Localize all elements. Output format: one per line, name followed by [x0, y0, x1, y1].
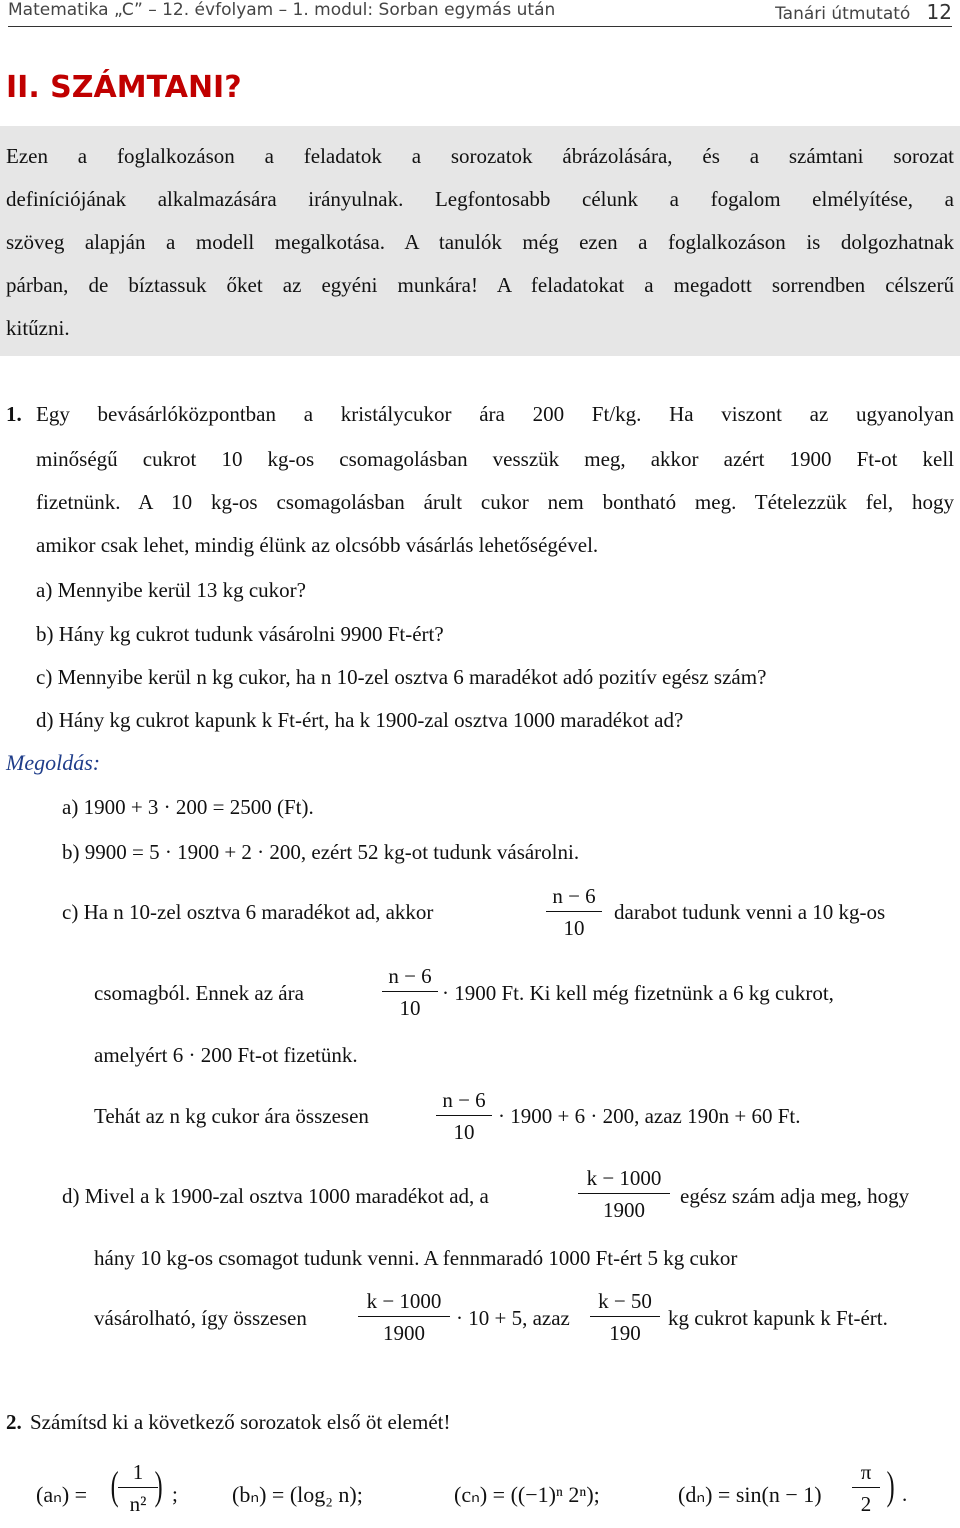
page-header — [8, 0, 952, 27]
fraction-n-minus-6 — [546, 886, 602, 939]
solution-c-line4-end: · 1900 + 6 · 200, azaz 190n + 60 Ft. — [498, 1104, 801, 1128]
section-title: II. SZÁMTANI? — [6, 70, 242, 105]
right-paren-icon: ) — [886, 1463, 895, 1508]
fraction-k-minus-1000 — [578, 1168, 670, 1221]
task1-line: fizetnünk. A 10 kg-os csomagolásban árult cukor nem bontható meg. Tételezzük fel, hogy — [36, 490, 954, 514]
task1-question: a) Mennyibe kerül 13 kg cukor? — [36, 578, 306, 602]
solution-c-line1: c) Ha n 10-zel osztva 6 maradékot ad, akkor — [62, 900, 434, 924]
fraction-1-over-n-squared — [118, 1462, 158, 1515]
task2-text: Számítsd ki a következő sorozatok első öt elemét! — [30, 1410, 451, 1434]
header-title: Matematika „C” – 12. évfolyam – 1. modul: Sorban egymás után — [8, 0, 556, 20]
fraction-denominator: 10 — [563, 916, 585, 940]
fraction-numerator: n − 6 — [436, 1090, 492, 1116]
intro-line: Ezen a foglalkozáson a feladatok a sorozatok ábrázolására, és a számtani sorozat — [6, 144, 954, 168]
fraction-denominator: 2 — [860, 1492, 872, 1516]
fraction-numerator: n − 6 — [382, 966, 438, 992]
left-paren-icon: ( — [110, 1463, 119, 1508]
solution-b: b) 9900 = 5 · 1900 + 2 · 200, ezért 52 kg-ot tudunk vásárolni. — [62, 840, 580, 864]
solution-label: Megoldás: — [6, 750, 101, 775]
fraction-numerator: π — [852, 1462, 880, 1488]
fraction-numerator: k − 50 — [590, 1291, 660, 1317]
sequence-c: (cₙ) = ((−1)ⁿ 2ⁿ); — [454, 1482, 600, 1507]
task1-number: 1. — [6, 402, 22, 426]
fraction-numerator: 1 — [118, 1462, 158, 1488]
sequence-b: (bₙ) = (log₂ n); — [232, 1482, 363, 1507]
fraction-denominator: 1900 — [383, 1321, 425, 1345]
fraction-denominator: 190 — [609, 1321, 641, 1345]
fraction-denominator: 1900 — [603, 1198, 645, 1222]
solution-a: a) 1900 + 3 · 200 = 2500 (Ft). — [62, 795, 314, 819]
intro-box — [0, 126, 960, 356]
solution-c-line3: amelyért 6 · 200 Ft-ot fizetünk. — [94, 1043, 358, 1067]
fraction-k-minus-1000 — [358, 1291, 450, 1344]
solution-d-line1-end: egész szám adja meg, hogy — [680, 1184, 910, 1208]
fraction-numerator: k − 1000 — [578, 1168, 670, 1194]
fraction-k-minus-50 — [590, 1291, 660, 1344]
task1-question: d) Hány kg cukrot kapunk k Ft-ért, ha k 1900-zal osztva 1000 maradékot ad? — [36, 708, 684, 732]
task1-question: c) Mennyibe kerül n kg cukor, ha n 10-zel osztva 6 maradékot adó pozitív egész szám? — [36, 665, 767, 689]
fraction-denominator: n² — [129, 1492, 147, 1516]
right-paren-icon: ) — [154, 1463, 163, 1508]
solution-d-line3-mid: · 10 + 5, azaz — [456, 1306, 570, 1330]
solution-c-line1-end: darabot tudunk venni a 10 kg-os — [614, 900, 886, 924]
page-number: 12 — [926, 0, 952, 24]
fraction-pi-over-2 — [852, 1462, 880, 1515]
fraction-n-minus-6 — [436, 1090, 492, 1143]
solution-d-line2: hány 10 kg-os csomagot tudunk venni. A fennmaradó 1000 Ft-ért 5 kg cukor — [94, 1246, 738, 1270]
fraction-denominator: 10 — [399, 996, 421, 1020]
task1-line: Egy bevásárlóközpontban a kristálycukor ára 200 Ft/kg. Ha viszont az ugyanolyan — [36, 402, 954, 426]
intro-line: definíciójának alkalmazására irányulnak. Legfontosabb célunk a fogalom elmélyítése, a — [6, 187, 954, 211]
fraction-numerator: k − 1000 — [358, 1291, 450, 1317]
intro-line: szöveg alapján a modell megalkotása. A tanulók még ezen a foglalkozáson is dolgozhatnak — [6, 230, 954, 254]
solution-d-line3-end: kg cukrot kapunk k Ft-ért. — [668, 1306, 888, 1330]
fraction-n-minus-6 — [382, 966, 438, 1019]
task1-question: b) Hány kg cukrot tudunk vásárolni 9900 Ft-ért? — [36, 622, 444, 646]
solution-c-line2: csomagból. Ennek az ára — [94, 981, 304, 1005]
solution-d-line3: vásárolható, így összesen — [94, 1306, 307, 1330]
task1-line: minőségű cukrot 10 kg-os csomagolásban vesszük meg, akkor azért 1900 Ft-ot kell — [36, 447, 954, 471]
intro-line: kitűzni. — [6, 316, 70, 340]
sequence-a-separator: ; — [172, 1482, 178, 1506]
solution-c-line2-end: · 1900 Ft. Ki kell még fizetnünk a 6 kg cukrot, — [442, 981, 834, 1005]
task2-number: 2. — [6, 1410, 22, 1434]
fraction-denominator: 10 — [453, 1120, 475, 1144]
sequence-d: (dₙ) = sin(n − 1) — [678, 1482, 822, 1507]
task1-line: amikor csak lehet, mindig élünk az olcsóbb vásárlás lehetőségével. — [36, 533, 599, 557]
sequence-d-end: . — [902, 1482, 908, 1506]
header-guide-label: Tanári útmutató — [775, 4, 911, 24]
solution-c-line4: Tehát az n kg cukor ára összesen — [94, 1104, 369, 1128]
solution-d-line1: d) Mivel a k 1900-zal osztva 1000 maradékot ad, a — [62, 1184, 489, 1208]
sequence-a: (aₙ) = — [36, 1482, 88, 1507]
header-right — [775, 0, 952, 24]
intro-line: párban, de bíztassuk őket az egyéni munkára! A feladatokat a megadott sorrendben célszerű — [6, 273, 954, 297]
fraction-numerator: n − 6 — [546, 886, 602, 912]
